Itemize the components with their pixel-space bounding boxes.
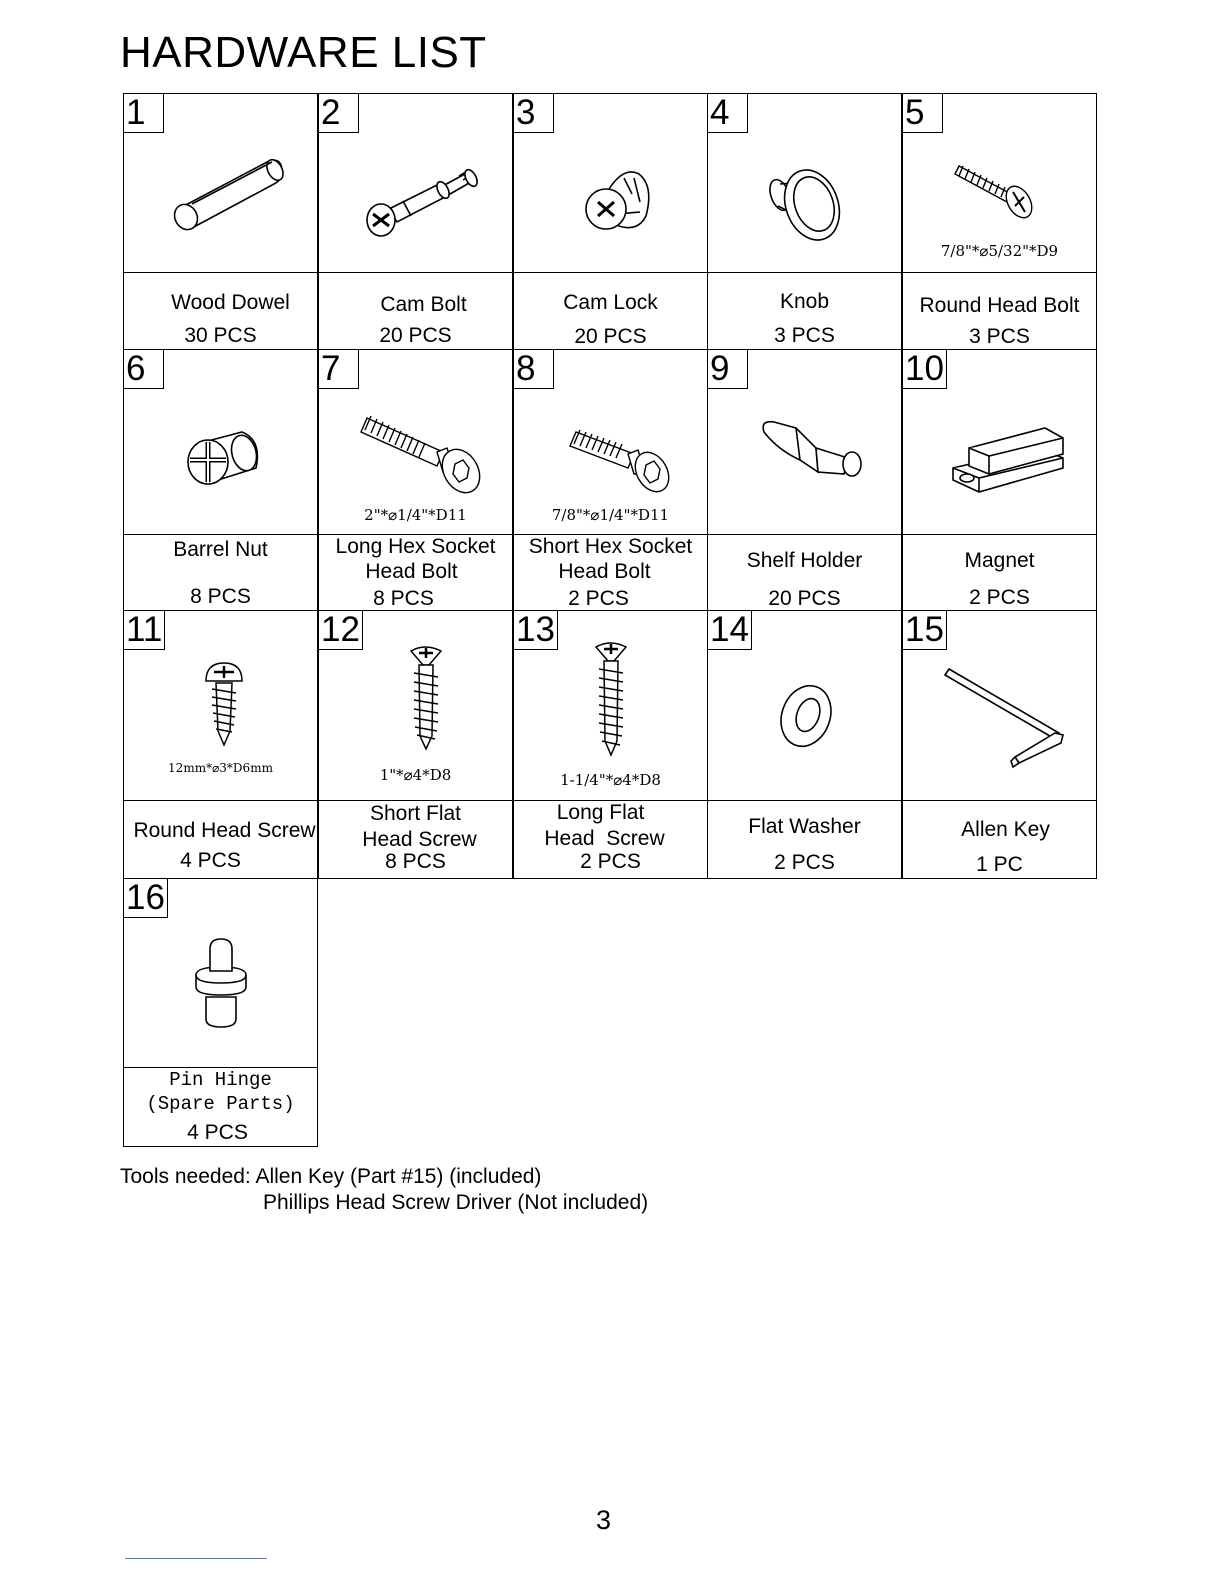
part-15-image-cell xyxy=(902,610,1097,801)
part-9-label-cell xyxy=(707,534,902,611)
part-14-image-cell xyxy=(707,610,902,801)
footer-divider xyxy=(125,1558,267,1559)
flat-washer-icon xyxy=(708,611,903,802)
part-number: 1 xyxy=(123,93,164,133)
part-name: Magnet xyxy=(964,549,1035,572)
part-dimension: 7/8"*⌀1/4"*D11 xyxy=(551,506,670,524)
part-16-label-cell xyxy=(123,1067,318,1147)
part-number: 16 xyxy=(123,878,168,918)
part-name-line2: Head Screw xyxy=(544,827,665,850)
part-qty: 8 PCS xyxy=(190,585,251,608)
page-number: 3 xyxy=(596,1505,612,1535)
part-number: 11 xyxy=(123,610,165,650)
part-dimension: 2"*⌀1/4"*D11 xyxy=(364,506,467,524)
part-1-label-cell xyxy=(123,272,318,350)
pin-hinge-icon xyxy=(124,879,319,1069)
part-dimension: 12mm*⌀3*D6mm xyxy=(168,761,273,775)
part-qty: 2 PCS xyxy=(774,851,835,874)
part-6-image-cell xyxy=(123,349,318,535)
cam-lock-icon xyxy=(514,94,709,274)
part-number: 6 xyxy=(123,349,164,389)
part-qty: 8 PCS xyxy=(385,850,446,873)
part-3-image-cell xyxy=(513,93,708,273)
part-7-label-cell xyxy=(318,534,513,611)
part-name: Wood Dowel xyxy=(171,291,290,314)
part-number: 2 xyxy=(318,93,359,133)
cam-bolt-icon xyxy=(319,94,514,274)
part-10-label-cell xyxy=(902,534,1097,611)
part-name-line1: Short Flat xyxy=(369,802,462,825)
knob-icon xyxy=(708,94,903,274)
part-5-label-cell xyxy=(902,272,1097,350)
part-name: Cam Bolt xyxy=(380,293,467,316)
part-2-label-cell xyxy=(318,272,513,350)
part-11-label-cell xyxy=(123,800,318,879)
part-number: 9 xyxy=(707,349,748,389)
part-12-image-cell xyxy=(318,610,513,801)
part-name: Round Head Screw xyxy=(133,819,316,842)
allen-key-icon xyxy=(903,611,1098,802)
part-name-line1: Long Hex Socket xyxy=(335,535,496,558)
part-qty: 8 PCS xyxy=(373,587,434,610)
part-qty: 1 PC xyxy=(976,853,1023,876)
part-number: 8 xyxy=(513,349,554,389)
tools-line-1: Tools needed: Allen Key (Part #15) (included) xyxy=(120,1165,542,1188)
wood-dowel-icon xyxy=(124,94,319,274)
part-number: 13 xyxy=(513,610,558,650)
part-name: Allen Key xyxy=(961,818,1050,841)
part-number: 12 xyxy=(318,610,363,650)
part-name-line2: Head Bolt xyxy=(365,560,458,583)
part-name-line1: Long Flat xyxy=(556,801,645,824)
magnet-icon xyxy=(903,350,1098,536)
part-qty: 2 PCS xyxy=(580,850,641,873)
part-name: Shelf Holder xyxy=(746,549,863,572)
part-7-image-cell xyxy=(318,349,513,535)
tools-line-2: Phillips Head Screw Driver (Not included) xyxy=(263,1191,649,1214)
part-number: 10 xyxy=(902,349,947,389)
part-dimension: 1-1/4"*⌀4*D8 xyxy=(560,771,661,789)
part-2-image-cell xyxy=(318,93,513,273)
part-4-label-cell xyxy=(707,272,902,350)
part-number: 15 xyxy=(902,610,947,650)
part-name-line1: Pin Hinge xyxy=(169,1069,272,1091)
part-qty: 4 PCS xyxy=(187,1121,248,1144)
part-4-image-cell xyxy=(707,93,902,273)
part-1-image-cell xyxy=(123,93,318,273)
part-dimension: 1"*⌀4*D8 xyxy=(379,766,452,784)
part-name-line2: Head Bolt xyxy=(558,560,651,583)
shelf-holder-icon xyxy=(708,350,903,536)
part-qty: 20 PCS xyxy=(379,324,452,347)
part-name: Barrel Nut xyxy=(173,538,268,561)
part-12-label-cell xyxy=(318,800,513,879)
part-11-image-cell xyxy=(123,610,318,801)
part-13-image-cell xyxy=(513,610,708,801)
part-name: Round Head Bolt xyxy=(919,294,1080,317)
part-qty: 3 PCS xyxy=(774,324,835,347)
part-14-label-cell xyxy=(707,800,902,879)
part-16-image-cell xyxy=(123,878,318,1068)
part-qty: 4 PCS xyxy=(180,849,241,872)
part-name-line2: Head Screw xyxy=(362,828,477,851)
part-6-label-cell xyxy=(123,534,318,611)
barrel-nut-icon xyxy=(124,350,319,536)
part-name: Flat Washer xyxy=(748,815,861,838)
part-dimension: 7/8"*⌀5/32"*D9 xyxy=(940,242,1059,260)
part-name: Knob xyxy=(779,290,830,313)
part-9-image-cell xyxy=(707,349,902,535)
part-number: 5 xyxy=(902,93,943,133)
part-15-label-cell xyxy=(902,800,1097,879)
part-10-image-cell xyxy=(902,349,1097,535)
tools-needed xyxy=(120,1164,648,1216)
part-qty: 3 PCS xyxy=(969,325,1030,348)
part-3-label-cell xyxy=(513,272,708,350)
part-5-image-cell xyxy=(902,93,1097,273)
part-13-label-cell xyxy=(513,800,708,879)
part-number: 7 xyxy=(318,349,359,389)
part-qty: 2 PCS xyxy=(568,587,629,610)
part-name-line2: (Spare Parts) xyxy=(146,1093,295,1115)
part-number: 4 xyxy=(707,93,748,133)
part-name: Cam Lock xyxy=(563,291,658,314)
part-qty: 2 PCS xyxy=(969,586,1030,609)
part-number: 14 xyxy=(707,610,752,650)
part-qty: 20 PCS xyxy=(574,325,647,348)
part-name-line1: Short Hex Socket xyxy=(528,535,693,558)
part-8-image-cell xyxy=(513,349,708,535)
page-title: HARDWARE LIST xyxy=(120,28,487,77)
part-qty: 30 PCS xyxy=(184,324,257,347)
part-number: 3 xyxy=(513,93,554,133)
part-qty: 20 PCS xyxy=(768,587,841,610)
part-8-label-cell xyxy=(513,534,708,611)
